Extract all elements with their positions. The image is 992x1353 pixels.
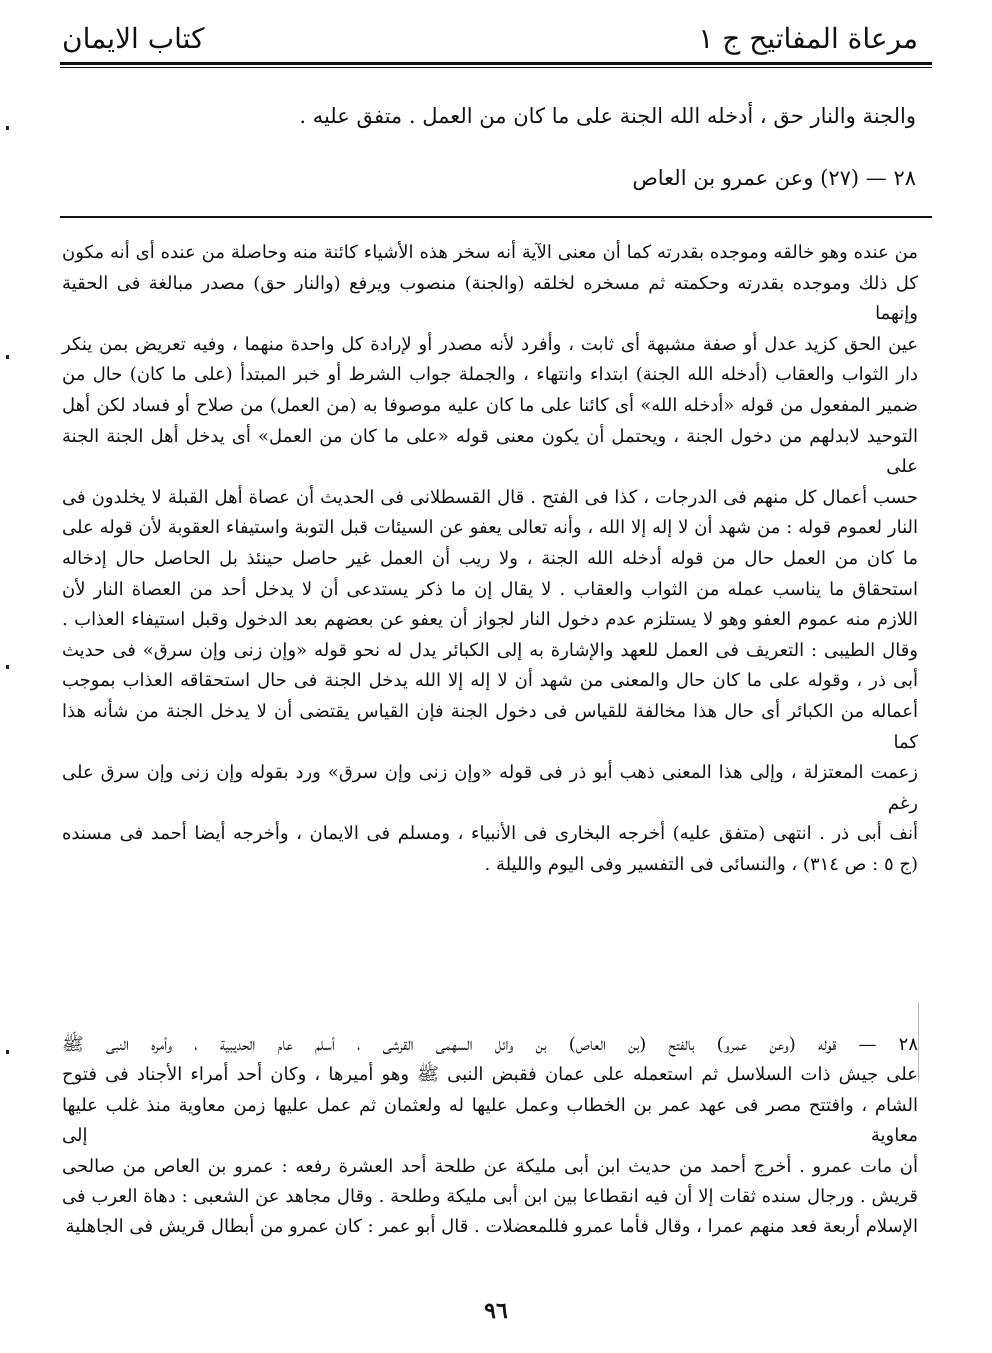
commentary-line: حسب أعمال كل منهم فى الدرجات ، كذا فى الفتح . قال القسطلانى فى الحديث أن عصاة أهل القبلة لا يخلدون فى: [62, 486, 918, 508]
commentary-line: ٢٨ — قوله (وعن عمرو) بالفتح (بن العاص) بن وائل السهمى القرشى ، أسلم عام الحديبية ، وأمره النبى ﷺ: [62, 1034, 918, 1055]
running-head-chapter-title: كتاب الايمان: [62, 22, 205, 55]
hadith-number-line: ٢٨ — (٢٧) وعن عمرو بن العاص: [632, 166, 916, 190]
commentary-line: الإسلام أربعة فعد منهم عمرا ، وقال فأما عمرو فللمعضلات . قال أبو عمر : كان عمرو من أبطال قريش فى الجاهلية: [65, 1216, 918, 1238]
commentary-line: ما كان من العمل حال من قوله أدخله الله الجنة ، ولا ريب أن العمل غير حاصل حينئذ بل الحاصل حال إدخاله: [62, 547, 918, 569]
commentary-line: أبى ذر ، وقوله على ما كان حال والمعنى من شهد أن لا إله إلا الله يدخل الجنة فى حال استحقاقه العذاب بموجب: [62, 670, 918, 692]
commentary-line: (ج ٥ : ص ٣١٤) ، والنسائى فى التفسير وفى اليوم والليلة .: [484, 853, 918, 875]
commentary-line: اللازم منه عموم العفو وهو لا يستلزم عدم دخول النار لجواز أن يعفو عن بعضهم بعد الدخول وقبل استيفاء العذاب .: [62, 609, 918, 631]
commentary-line: قريش . ورجال سنده ثقات إلا أن فيه انقطاعا بين ابن أبى مليكة وطلحة . وقال مجاهد عن الشعبى : دهاة العرب فى: [62, 1186, 918, 1208]
scan-mark: [6, 665, 9, 669]
commentary-line: الشام ، وافتتح مصر فى عهد عمر بن الخطاب وعمل عليها له ولعثمان ثم عمل عليها زمن معاوية منذ غلب عليها معاوية إلى: [62, 1094, 918, 1147]
scan-mark: [6, 355, 9, 359]
commentary-block-2: [62, 1030, 918, 1243]
commentary-line: زعمت المعتزلة ، وإلى هذا المعنى ذهب أبو ذر فى قوله «وإن زنى وإن سرق» ورد بقوله وإن زنى وإن سرق على رغم: [62, 762, 918, 814]
scan-mark: [6, 1050, 9, 1054]
margin-line: [918, 1002, 919, 1082]
hadith-text: والجنة والنار حق ، أدخله الله الجنة على ما كان من العمل . متفق عليه .: [299, 104, 916, 128]
commentary-line: أن مات عمرو . أخرج أحمد من حديث ابن أبى مليكة عن طلحة أحد العشرة رفعه : عمرو بن العاص من صالحى: [62, 1155, 918, 1177]
commentary-block: [62, 238, 918, 880]
commentary-line: أعماله من الكبائر أى حال هذا مخالفة للقياس فى دخول الجنة فإن القياس يقتضى أن لا يدخل الجنة من شأنه هذا كما: [62, 700, 918, 753]
hadith-text-block: [222, 100, 916, 132]
commentary-line: كل ذلك وموجده بقدرته وحكمته ثم مسخره لخلقه (والجنة) منصوب ويرفع (والنار حق) مصدر مبالغة فى الحقية وإنهما: [62, 272, 918, 325]
commentary-line: النار لعموم قوله : من شهد أن لا إله إلا الله ، وأنه تعالى يعفو عن السيئات قبل التوبة واستيفاء العقوبة لأن قوله على: [62, 517, 918, 539]
header-rule: [60, 62, 932, 65]
commentary-line: على جيش ذات السلاسل ثم استعمله على عمان فقبض النبى ﷺ وهو أميرها ، وكان أحد أمراء الأجناد فى فتوح: [62, 1064, 918, 1086]
text-commentary-separator: [60, 216, 932, 218]
commentary-line: دار الثواب والعقاب (أدخله الله الجنة) ابتداء وانتهاء ، والجملة جواب الشرط أو خبر المبتدأ (على ما كان) حال من: [62, 364, 918, 386]
running-head-book-title: مرعاة المفاتيح ج ١: [698, 22, 918, 55]
header-rule-thin: [60, 67, 932, 68]
commentary-line: من عنده وهو خالقه وموجده بقدرته كما أن معنى الآية أنه سخر هذه الأشياء كائنة منه وحاصلة من عنده أى أنه مكون: [62, 242, 918, 263]
scan-mark: [6, 126, 9, 130]
page-header: [62, 18, 918, 58]
page-number: ٩٦: [484, 1298, 508, 1324]
commentary-line: التوحيد لابدلهم من دخول الجنة ، ويحتمل أن يكون معنى قوله «على ما كان من العمل» أى يدخل أهل الجنة الجنة على: [62, 425, 918, 478]
commentary-line: استحقاق ما يناسب عمله من الثواب والعقاب . لا يقال إن ما ذكر يستدعى أن لا يدخل أحد من العصاة النار لأن: [62, 578, 918, 600]
commentary-line: أنف أبى ذر . انتهى (متفق عليه) أخرجه البخارى فى الأنبياء ، ومسلم فى الايمان ، وأخرجه أيضا أحمد فى مسنده: [62, 823, 918, 845]
commentary-line: ضمير المفعول من قوله «أدخله الله» أى كائنا على ما كان عليه موصوفا به (من العمل) من صلاح أو فساد لكن أهل: [62, 394, 918, 416]
commentary-line: عين الحق كزيد عدل أو صفة مشبهة أى ثابت ، وأفرد لأنه مصدر أو لإرادة كل واحدة منهما ، وفيه تعريض بمن ينكر: [62, 333, 918, 355]
commentary-line: وقال الطيبى : التعريف فى العمل للعهد والإشارة به إلى الكبائر يدل له نحو قوله «وإن زنى وإن سرق» فى حديث: [62, 639, 918, 661]
